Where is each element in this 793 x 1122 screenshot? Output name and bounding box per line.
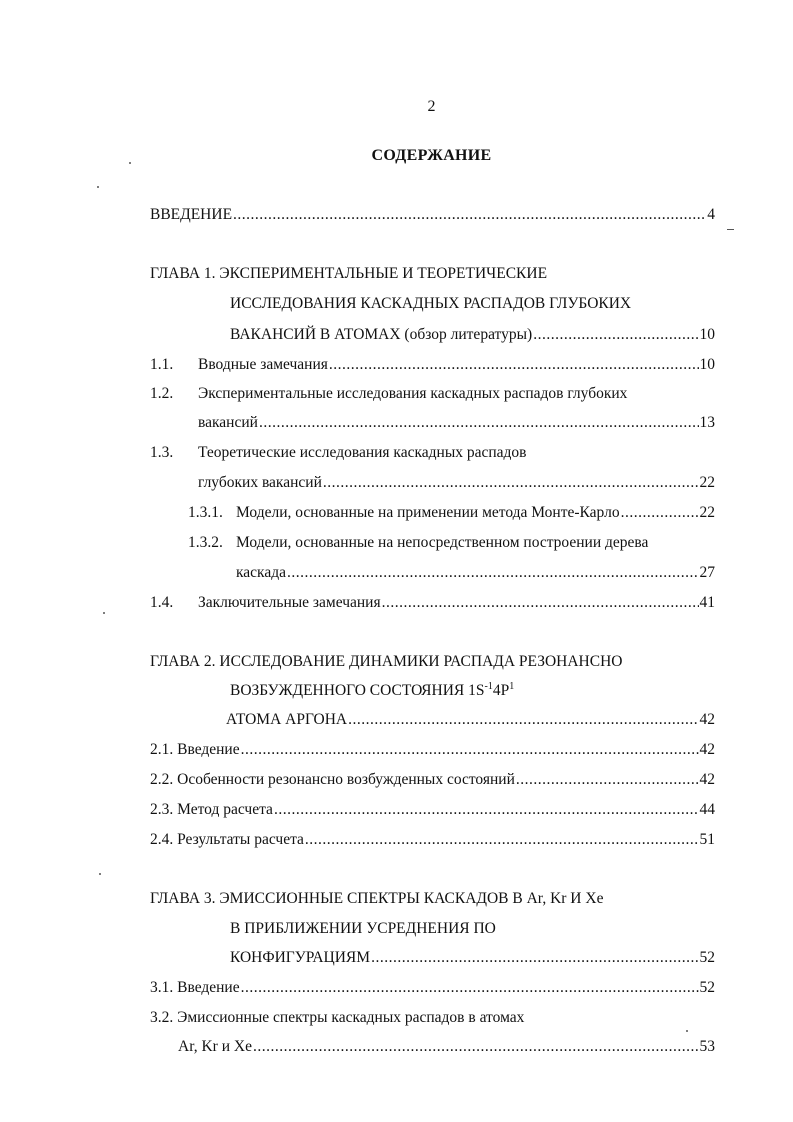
toc-entry-chapter-3[interactable] — [230, 948, 715, 968]
toc-leader-dots — [348, 710, 698, 730]
toc-leader-dots — [533, 325, 698, 345]
toc-entry-label: каскада — [236, 564, 286, 581]
toc-entry-label: Ar, Kr и Xe — [178, 1038, 252, 1055]
toc-entry-label: 2.3. Метод расчета — [150, 801, 273, 818]
toc-entry-introduction[interactable] — [150, 205, 715, 225]
toc-entry-label: Экспериментальные исследования каскадных распадов глубоких — [198, 385, 628, 402]
toc-leader-dots — [516, 770, 699, 790]
toc-entry-page: 44 — [699, 801, 715, 818]
chapter-3-heading-line-2[interactable]: В ПРИБЛИЖЕНИИ УСРЕДНЕНИЯ ПО — [230, 920, 496, 937]
toc-entry-3-2[interactable]: 3.2. Эмиссионные спектры каскадных распадов в атомах — [150, 1009, 525, 1026]
toc-entry-chapter-1[interactable] — [230, 325, 715, 345]
toc-entry-1-1[interactable] — [150, 355, 715, 375]
toc-entry-label: КОНФИГУРАЦИЯМ — [230, 949, 371, 966]
toc-entry-page: 42 — [699, 771, 715, 788]
page-title: СОДЕРЖАНИЕ — [371, 147, 492, 164]
toc-entry-page: 4 — [707, 206, 715, 223]
superscript: 1 — [509, 680, 515, 692]
toc-entry-label: Заключительные замечания — [198, 594, 381, 611]
chapter-3-heading-line-1[interactable]: ГЛАВА 3. ЭМИССИОННЫЕ СПЕКТРЫ КАСКАДОВ В Ar, Kr И Xe — [150, 890, 604, 907]
toc-entry-number: 1.3.2. — [188, 534, 223, 551]
chapter-2-heading-text: ВОЗБУЖДЕННОГО СОСТОЯНИЯ 1S — [230, 682, 485, 699]
toc-entry-1-3-1[interactable] — [188, 503, 715, 523]
chapter-2-heading-text: 4P — [492, 682, 510, 699]
chapter-1-heading-line-2[interactable]: ИССЛЕДОВАНИЯ КАСКАДНЫХ РАСПАДОВ ГЛУБОКИХ — [230, 295, 632, 312]
superscript: -1 — [484, 680, 493, 692]
toc-entry-label: Теоретические исследования каскадных распадов — [198, 444, 527, 461]
toc-entry-label: ВАКАНСИЙ В АТОМАХ (обзор литературы) — [230, 326, 533, 343]
toc-entry-page: 10 — [699, 326, 715, 343]
scan-speck — [727, 229, 734, 230]
toc-entry-number: 1.3. — [150, 444, 174, 461]
toc-entry-page: 53 — [699, 1038, 715, 1055]
toc-entry-1-3-2-continuation[interactable] — [236, 563, 715, 583]
toc-leader-dots — [329, 355, 699, 375]
toc-entry-1-3-2[interactable] — [188, 533, 648, 553]
toc-entry-page: 22 — [699, 504, 715, 521]
toc-entry-page: 52 — [699, 979, 715, 996]
toc-leader-dots — [259, 413, 699, 433]
toc-entry-label: 2.2. Особенности резонансно возбужденных состояний — [150, 771, 515, 788]
toc-entry-label: Модели, основанные на непосредственном построении дерева — [236, 534, 649, 551]
toc-entry-label: ВВЕДЕНИЕ — [150, 206, 233, 223]
toc-entry-1-3[interactable] — [150, 443, 527, 463]
toc-entry-1-4[interactable] — [150, 593, 715, 613]
scan-speck — [97, 186, 99, 188]
toc-entry-2-4[interactable] — [150, 830, 715, 850]
toc-entry-2-1[interactable] — [150, 740, 715, 760]
toc-entry-2-3[interactable] — [150, 800, 715, 820]
chapter-1-heading-line-1[interactable]: ГЛАВА 1. ЭКСПЕРИМЕНТАЛЬНЫЕ И ТЕОРЕТИЧЕСКИЕ — [150, 265, 548, 282]
toc-entry-label: Вводные замечания — [198, 356, 328, 373]
toc-leader-dots — [253, 1037, 699, 1057]
toc-entry-page: 13 — [699, 414, 715, 431]
toc-entry-label: АТОМА АРГОНА — [226, 711, 348, 728]
toc-entry-page: 22 — [699, 474, 715, 491]
toc-entry-label: 2.4. Результаты расчета — [150, 831, 304, 848]
toc-entry-2-2[interactable] — [150, 770, 715, 790]
toc-leader-dots — [287, 563, 699, 583]
toc-entry-number: 1.2. — [150, 385, 174, 402]
toc-entry-label: глубоких вакансий — [198, 474, 322, 491]
scan-speck — [103, 612, 105, 614]
toc-entry-1-2[interactable] — [150, 384, 627, 404]
scan-speck — [99, 873, 101, 875]
toc-entry-3-1[interactable] — [150, 978, 715, 998]
toc-entry-page: 27 — [699, 564, 715, 581]
toc-entry-number: 1.1. — [150, 356, 174, 373]
toc-entry-label: 2.1. Введение — [150, 741, 240, 758]
chapter-2-heading-line-2[interactable] — [230, 681, 514, 701]
toc-entry-page: 52 — [699, 949, 715, 966]
toc-entry-3-2-continuation[interactable] — [178, 1037, 715, 1057]
toc-entry-1-3-continuation[interactable] — [198, 473, 715, 493]
toc-entry-page: 41 — [699, 594, 715, 611]
toc-entry-page: 10 — [699, 356, 715, 373]
toc-leader-dots — [241, 978, 699, 998]
toc-entry-label: вакансий — [198, 414, 258, 431]
chapter-2-heading-line-1[interactable]: ГЛАВА 2. ИССЛЕДОВАНИЕ ДИНАМИКИ РАСПАДА РЕЗОНАНСНО — [150, 653, 623, 670]
toc-leader-dots — [323, 473, 699, 493]
toc-leader-dots — [371, 948, 698, 968]
toc-leader-dots — [274, 800, 699, 820]
toc-leader-dots — [621, 503, 699, 523]
toc-entry-label: 3.1. Введение — [150, 979, 240, 996]
toc-entry-label: Модели, основанные на применении метода Монте-Карло — [236, 504, 620, 521]
toc-entry-page: 42 — [699, 711, 715, 728]
scan-speck — [129, 162, 131, 164]
toc-entry-number: 1.3.1. — [188, 504, 223, 521]
toc-entry-page: 42 — [699, 741, 715, 758]
toc-entry-chapter-2[interactable] — [226, 710, 715, 730]
toc-entry-page: 51 — [699, 831, 715, 848]
toc-entry-number: 1.4. — [150, 594, 174, 611]
toc-leader-dots — [233, 205, 706, 225]
toc-leader-dots — [305, 830, 699, 850]
scan-speck — [686, 1030, 688, 1032]
toc-leader-dots — [382, 593, 699, 613]
toc-leader-dots — [241, 740, 699, 760]
toc-entry-1-2-continuation[interactable] — [198, 413, 715, 433]
page-number: 2 — [427, 98, 436, 115]
